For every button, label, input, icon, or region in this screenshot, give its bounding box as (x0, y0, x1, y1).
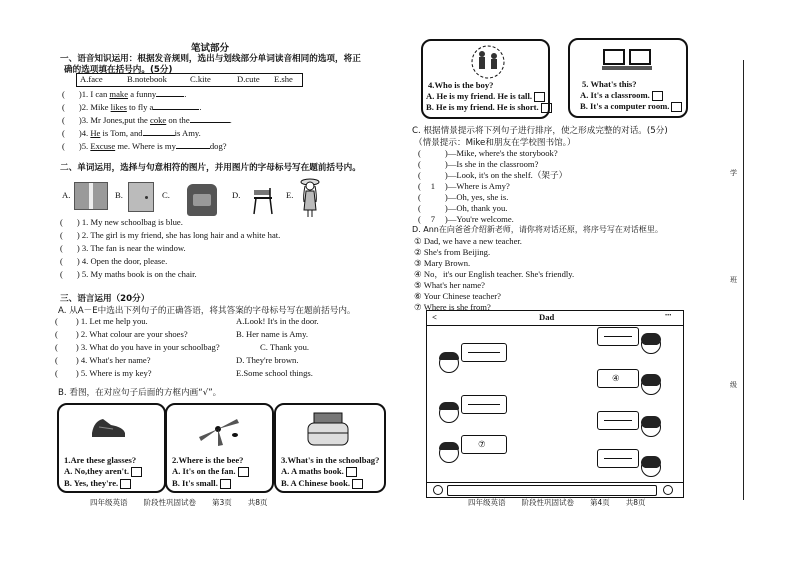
checkbox[interactable] (652, 91, 663, 101)
bubble-number-4: ④ (612, 373, 620, 383)
chat-bubble-right-3[interactable] (597, 411, 639, 430)
d-item-6: ⑥ Your Chinese teacher? (414, 291, 501, 301)
option-a: A.face (80, 74, 103, 84)
window-picture (74, 182, 108, 210)
section2-heading: 二、单词运用，选择与句意相符的图片，并用图片的字母标号写在题前括号内。 (60, 163, 361, 173)
s3-answer-e: E.Some school things. (236, 368, 313, 378)
s3-answer-c: C. Thank you. (260, 342, 310, 352)
card5-option-b: B. It's a computer room. (580, 101, 682, 112)
ann-avatar (641, 417, 661, 437)
section1-heading-a: 一、语音知识运用：根据发音规则，选出与划线部分单词读音相同的选项，将正 (60, 54, 361, 64)
card2-option-a: A. It's on the fan. (172, 466, 249, 477)
checkbox[interactable] (534, 92, 545, 102)
s1-item-4: ( )4. He is Tom, and is Amy. (62, 128, 201, 138)
door-picture (128, 182, 154, 212)
margin-label-ban: 班 (730, 276, 737, 284)
card1-option-b: B. Yes, they're. (64, 478, 131, 489)
card1-question: 1.Are these glasses? (64, 455, 137, 465)
checkbox[interactable] (238, 467, 249, 477)
s2-item-4: ( ) 4. Open the door, please. (60, 256, 168, 266)
checkbox[interactable] (131, 467, 142, 477)
picture-card-1 (57, 403, 166, 493)
chat-bubble-left-3[interactable] (461, 435, 507, 454)
two-boys-picture (471, 45, 505, 79)
ann-avatar (641, 375, 661, 395)
card3-question: 3.What's in the schoolbag? (281, 455, 380, 465)
s2-item-1: ( ) 1. My new schoolbag is blue. (60, 217, 183, 227)
chat-bubble-left-1[interactable] (461, 343, 507, 362)
c-line-6: ( )—Oh, thank you. (418, 203, 508, 213)
s2-item-3: ( ) 3. The fan is near the window. (60, 243, 186, 253)
chat-bubble-right-4[interactable] (597, 449, 639, 468)
back-icon[interactable]: < (432, 312, 437, 322)
s2-item-2: ( ) 2. The girl is my friend, she has long hair and a white hat. (60, 230, 281, 240)
computer-room-picture (600, 46, 654, 76)
card4-question: 4.Who is the boy? (428, 80, 494, 90)
s3-answer-d: D. They're brown. (236, 355, 299, 365)
checkbox[interactable] (541, 103, 552, 113)
schoolbag-picture (187, 184, 217, 216)
option-b: B.notebook (127, 74, 167, 84)
card3-option-a: A. A maths book. (281, 466, 357, 477)
option-c: C.kite (190, 74, 211, 84)
dad-avatar (439, 353, 459, 373)
card3-option-b: B. A Chinese book. (281, 478, 363, 489)
s1-item-5: ( )5. Excuse me. Where is my dog? (62, 141, 227, 151)
s3-q-5: ( ) 5. Where is my key? (55, 368, 152, 378)
section3-sub-b: B. 看图，在对应句子后面的方框内画“√”。 (58, 388, 222, 398)
card4-option-b: B. He is my friend. He is short. (426, 102, 552, 113)
pic-label-d: D. (232, 190, 241, 200)
checkbox[interactable] (346, 467, 357, 477)
s3-q-2: ( ) 2. What colour are your shoes? (55, 329, 188, 339)
c-line-7: ( 7 )—You're welcome. (418, 214, 514, 224)
binding-line (743, 60, 744, 500)
picture-card-5 (568, 38, 688, 118)
checkbox[interactable] (120, 479, 131, 489)
sectionD-heading: D. Ann在向爸爸介绍新老师，请你将对话还原，将序号写在对话框里。 (412, 225, 663, 234)
chat-header (427, 311, 683, 326)
d-item-3: ③ Mary Brown. (414, 258, 471, 268)
picture-card-4 (421, 39, 550, 119)
card4-option-a: A. He is my friend. He is tall. (426, 91, 545, 102)
pic-label-a: A. (62, 190, 71, 200)
girl-picture (300, 176, 320, 218)
c-line-3: ( )—Look, it's on the shelf.（架子） (418, 170, 568, 180)
s1-item-3: ( )3. Mr Jones,put the coke on the . (62, 115, 232, 125)
message-input[interactable] (447, 485, 657, 496)
s3-answer-a: A.Look! It's in the door. (236, 316, 319, 326)
shoes-picture (89, 413, 129, 439)
margin-label-xue: 学 (730, 169, 737, 177)
pic-label-c: C. (162, 190, 170, 200)
bubble-number-7: ⑦ (478, 439, 486, 449)
chat-input-bar (427, 482, 683, 497)
voice-icon[interactable] (433, 485, 443, 495)
d-item-4: ④ No，it's our English teacher. She's friendly. (414, 269, 575, 279)
card2-option-b: B. It's small. (172, 478, 231, 489)
option-d: D.cute (237, 74, 260, 84)
dad-avatar (439, 443, 459, 463)
picture-card-3 (274, 403, 386, 493)
chat-bubble-left-2[interactable] (461, 395, 507, 414)
checkbox[interactable] (352, 479, 363, 489)
option-e: E.she (274, 74, 293, 84)
add-icon[interactable] (663, 485, 673, 495)
ann-avatar (641, 457, 661, 477)
options-box (76, 73, 303, 87)
c-line-5: ( )—Oh, yes, she is. (418, 192, 509, 202)
chat-bubble-right-2[interactable] (597, 369, 639, 388)
card5-question: 5. What's this? (582, 79, 637, 89)
s3-answer-b: B. Her name is Amy. (236, 329, 309, 339)
sectionC-hint: （情景提示：Mike和朋友在学校图书馆。） (414, 138, 576, 148)
book-on-chair-picture (248, 186, 278, 216)
section3-heading: 三、语言运用（20分） (60, 294, 150, 304)
page-title: 笔试部分 (191, 43, 230, 54)
c-line-1: ( )—Mike, where's the storybook? (418, 148, 558, 158)
chat-title: Dad (539, 312, 555, 322)
checkbox[interactable] (671, 102, 682, 112)
s1-item-2: ( )2. Mike likes to fly a . (62, 102, 202, 112)
checkbox[interactable] (220, 479, 231, 489)
pic-label-b: B. (115, 190, 123, 200)
margin-label-ji: 级 (730, 381, 737, 389)
pic-label-e: E. (286, 190, 294, 200)
d-item-1: ① Dad, we have a new teacher. (414, 236, 522, 246)
s3-q-4: ( ) 4. What's her name? (55, 355, 151, 365)
picture-card-2 (165, 403, 274, 493)
right-footer: 四年级英语 阶段性巩固试卷 第4页 共8页 (468, 498, 646, 507)
d-item-5: ⑤ What's her name? (414, 280, 485, 290)
dad-avatar (439, 403, 459, 423)
d-item-2: ② She's from Beijing. (414, 247, 491, 257)
more-icon[interactable]: ••• (665, 313, 672, 319)
card5-option-a: A. It's a classroom. (580, 90, 663, 101)
ann-avatar (641, 334, 661, 354)
d-item-7: ⑦ Where is she from? (414, 302, 491, 312)
s1-item-1: ( )1. I can make a funny . (62, 89, 187, 99)
chat-phone-frame (426, 310, 684, 498)
fan-with-bee-picture (193, 411, 243, 447)
s3-q-3: ( ) 3. What do you have in your schoolbag? (55, 342, 220, 352)
schoolbag-with-book-picture (304, 411, 354, 449)
c-line-2: ( )—Is she in the classroom? (418, 159, 539, 169)
chat-bubble-right-1[interactable] (597, 327, 639, 346)
s2-item-5: ( ) 5. My maths book is on the chair. (60, 269, 197, 279)
c-line-4: ( 1 )—Where is Amy? (418, 181, 510, 191)
section1-heading-b: 确的选项填在括号内。(5分) (64, 65, 173, 75)
sectionC-heading: C. 根据情景提示将下列句子进行排序，使之形成完整的对话。(5分) (412, 126, 668, 136)
card2-question: 2.Where is the bee? (172, 455, 244, 465)
s3-q-1: ( ) 1. Let me help you. (55, 316, 148, 326)
section3-sub-a: A. 从A－E中选出下列句子的正确答语，将其答案的字母标号写在题前括号内。 (58, 306, 356, 316)
left-footer: 四年级英语 阶段性巩固试卷 第3页 共8页 (90, 498, 268, 507)
card1-option-a: A. No,they aren't. (64, 466, 142, 477)
